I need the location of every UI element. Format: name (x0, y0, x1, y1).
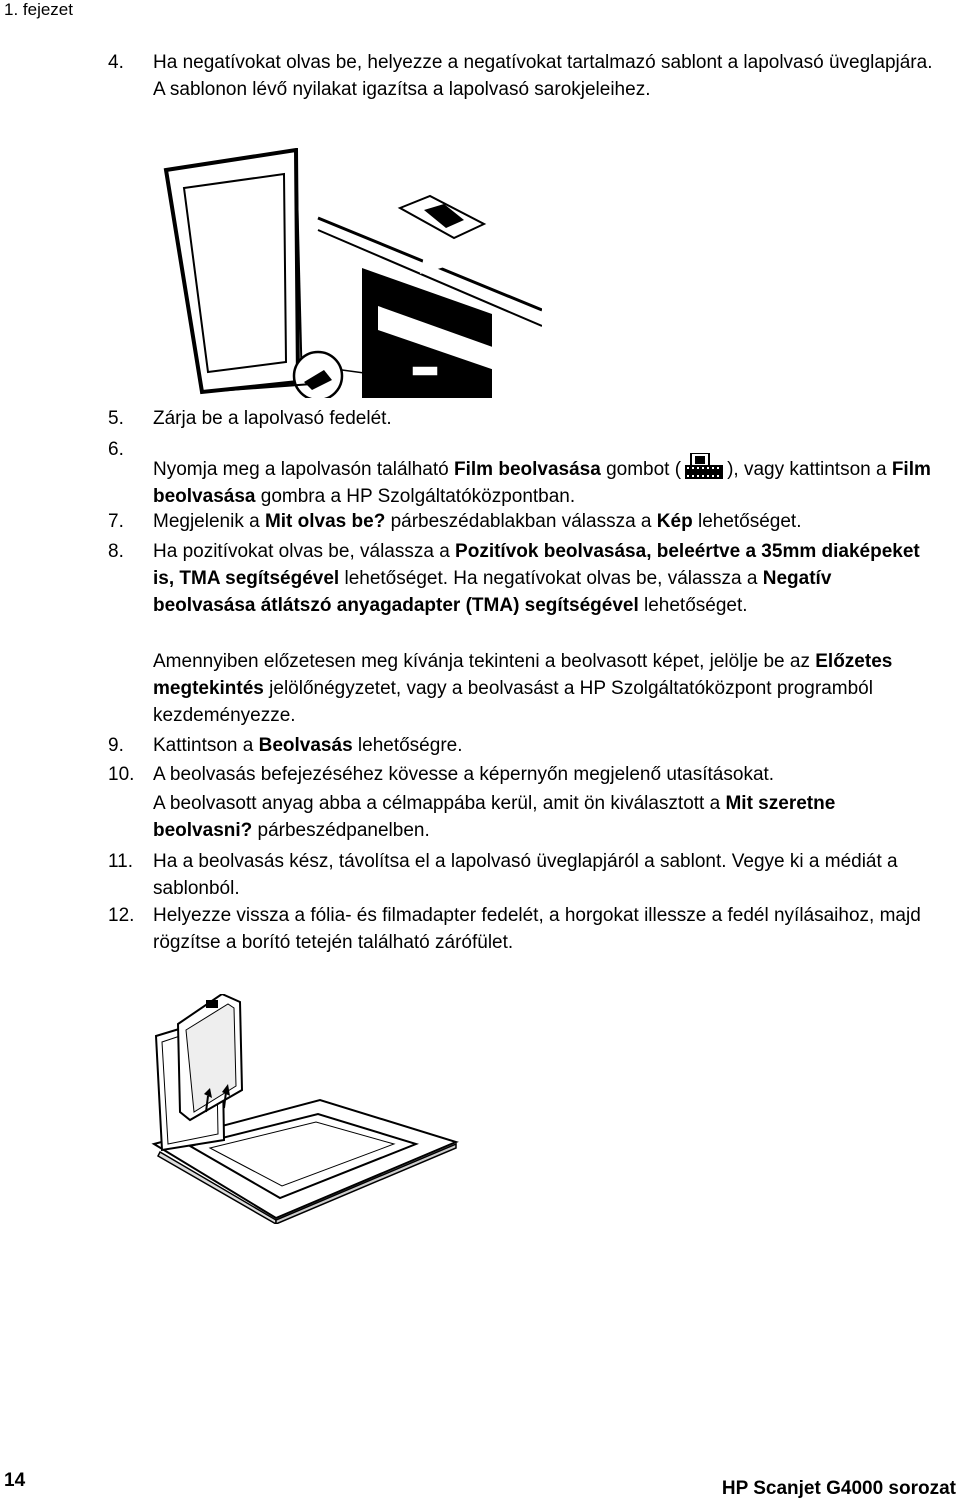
step-text: Nyomja meg a lapolvasón található Film beolvasása gombot ( ), vagy kattintson a Film beolvasása gombra a HP Szolgáltatóközpontban. (153, 453, 938, 510)
scanner-lid-illustration (150, 994, 460, 1224)
step-text: A beolvasás befejezéséhez kövesse a képernyőn megjelenő utasításokat. (153, 764, 775, 785)
page-number: 14 (4, 1470, 26, 1491)
step-number: 9. (108, 735, 124, 756)
step-number: 6. (108, 439, 124, 460)
step-text: Ha negatívokat olvas be, helyezze a negatívokat tartalmazó sablont a lapolvasó üveglapjára. A sablonon lévő nyilakat igazítsa a lapolvasó sarokjeleihez. (153, 52, 933, 100)
step-number: 5. (108, 408, 124, 429)
step-text: Zárja be a lapolvasó fedelét. (153, 408, 392, 429)
step-text: Ha pozitívokat olvas be, válassza a Pozitívok beolvasása, beleértve a 35mm diaképeket is, TMA segítségével lehetőséget. Ha negatívokat olvas be, válassza a Negatív beolvasása átlátszó anyagadapter (TMA) segítségével lehetőséget. (153, 541, 920, 616)
step-number: 4. (108, 52, 124, 73)
film-scan-button-icon (683, 453, 725, 481)
step-number: 11. (108, 851, 134, 872)
step-text: Megjelenik a Mit olvas be? párbeszédablakban válassza a Kép lehetőséget. (153, 511, 802, 532)
step-8-note: Amennyiben előzetesen meg kívánja tekinteni a beolvasott képet, jelölje be az Előzetes megtekintés jelölőnégyzetet, vagy a beolvasást a HP Szolgáltatóközpont programból kezdeményezze. (153, 651, 893, 726)
step-number: 7. (108, 511, 124, 532)
step-number: 12. (108, 905, 135, 926)
step-text: Kattintson a Beolvasás lehetőségre. (153, 735, 463, 756)
step-text: Helyezze vissza a fólia- és filmadapter fedelét, a horgokat illessze a fedél nyílásaihoz, majd rögzítse a borító tetején található zárófület. (153, 905, 921, 953)
step-number: 8. (108, 541, 124, 562)
step-number: 10. (108, 764, 135, 785)
footer-product-title: HP Scanjet G4000 sorozat (721, 1478, 956, 1499)
step-10-note: A beolvasott anyag abba a célmappába kerül, amit ön kiválasztott a Mit szeretne beolvasni? párbeszédpanelben. (153, 793, 836, 841)
chapter-header: 1. fejezet (4, 0, 73, 19)
scanner-template-illustration (162, 148, 542, 398)
step-text: Ha a beolvasás kész, távolítsa el a lapolvasó üveglapjáról a sablont. Vegye ki a médiát a sablonból. (153, 851, 898, 899)
